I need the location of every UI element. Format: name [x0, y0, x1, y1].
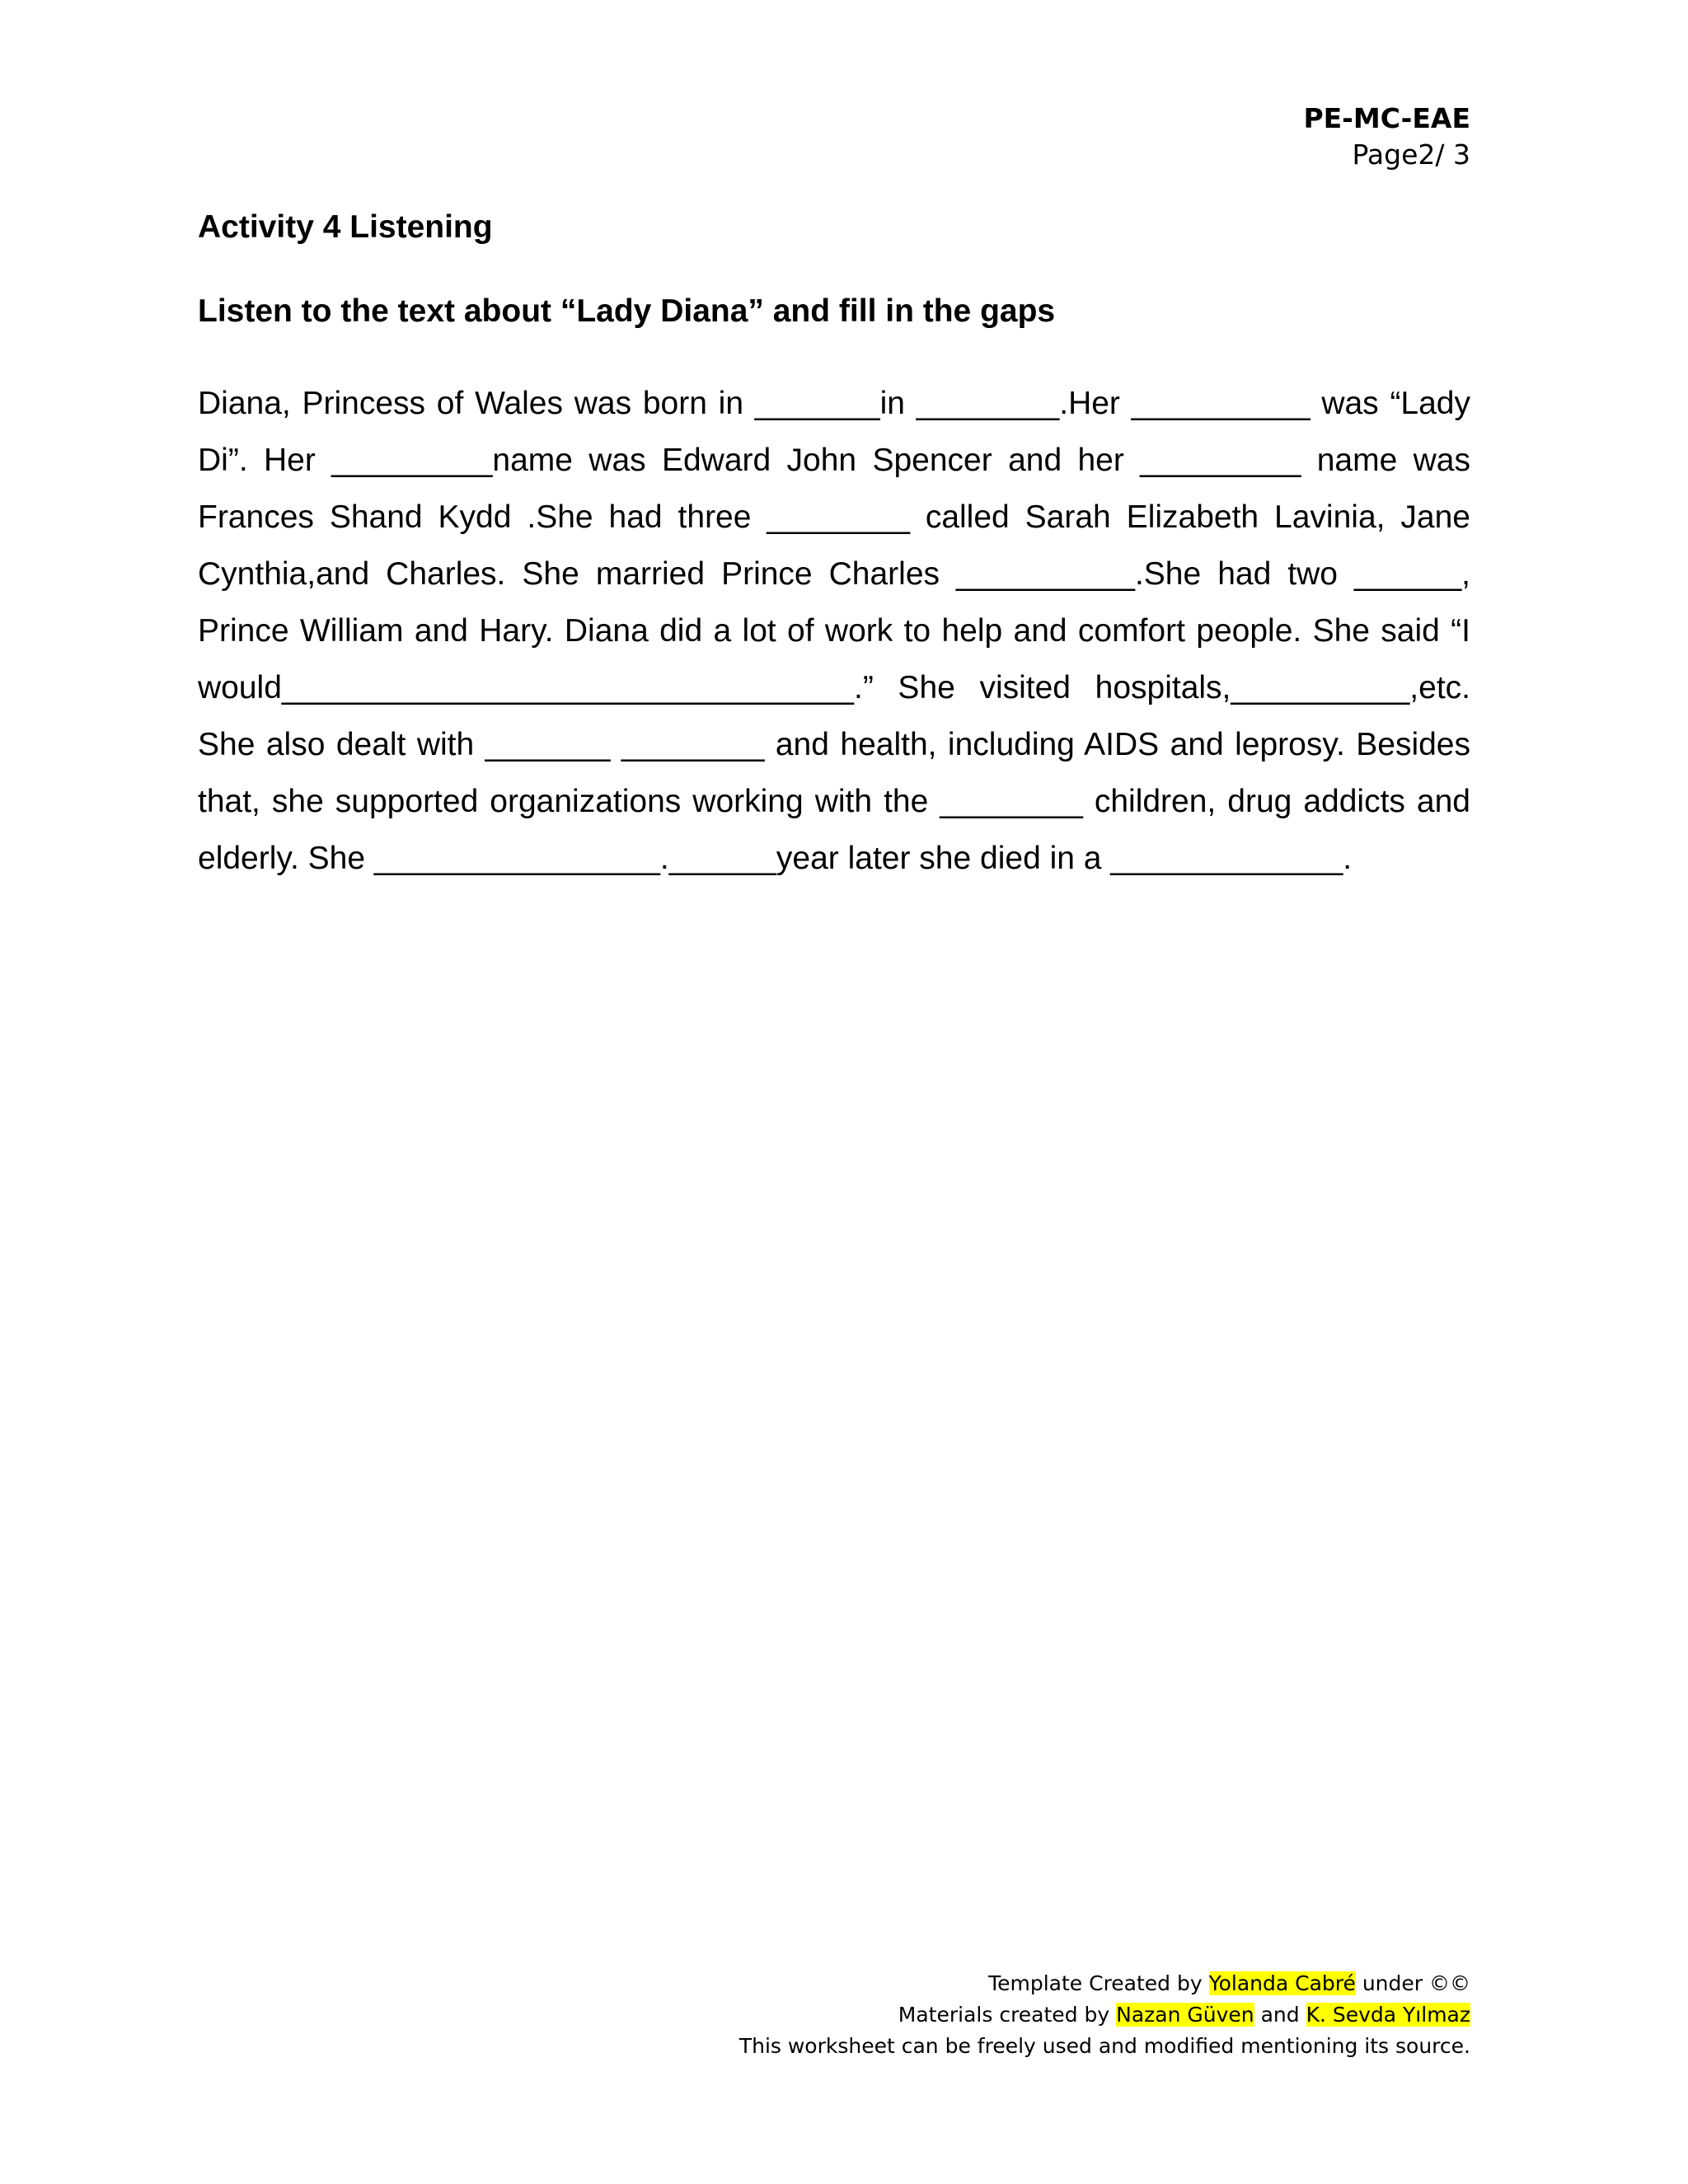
text-line: Diana, Princess of Wales was born in _______in ________.Her __________ was “Lady [198, 386, 1470, 421]
text-line: elderly. She ________________.______year later she died in a _____________. [198, 841, 1353, 876]
text-line: Frances Shand Kydd .She had three ________ called Sarah Elizabeth Lavinia, Jane [198, 499, 1470, 535]
footer-template-credit: Template Created by Yolanda Cabré under ©© [988, 1971, 1470, 1995]
footer-license: This worksheet can be freely used and modified mentioning its source. [738, 2034, 1470, 2058]
page-footer [739, 1968, 1470, 2062]
text-line: would________________________________.” She visited hospitals,__________,etc. [198, 670, 1470, 705]
author-highlight: K. Sevda Yılmaz [1306, 2003, 1470, 2027]
footer-materials-credit: Materials created by Nazan Güven and K. Sevda Yılmaz [898, 2003, 1470, 2027]
page-header [1303, 101, 1470, 173]
author-highlight: Nazan Güven [1116, 2003, 1254, 2027]
activity-title: Activity 4 Listening [198, 209, 493, 245]
text-line: She also dealt with _______ ________ and health, including AIDS and leprosy. Besides [198, 727, 1470, 762]
text-line: Di”. Her _________name was Edward John Spencer and her _________ name was [198, 443, 1470, 478]
text-line: Cynthia,and Charles. She married Prince Charles __________.She had two ______, [198, 556, 1470, 592]
text-line: that, she supported organizations working with the ________ children, drug addicts and [198, 784, 1470, 819]
document-code: PE-MC-EAE [1303, 102, 1470, 134]
instruction: Listen to the text about “Lady Diana” and fill in the gaps [198, 293, 1056, 329]
gap-fill-text [198, 375, 1470, 887]
page-number: Page2/ 3 [1352, 138, 1470, 171]
author-highlight: Yolanda Cabré [1208, 1971, 1356, 1995]
text-line: Prince William and Hary. Diana did a lot of work to help and comfort people. She said “I [198, 613, 1470, 649]
